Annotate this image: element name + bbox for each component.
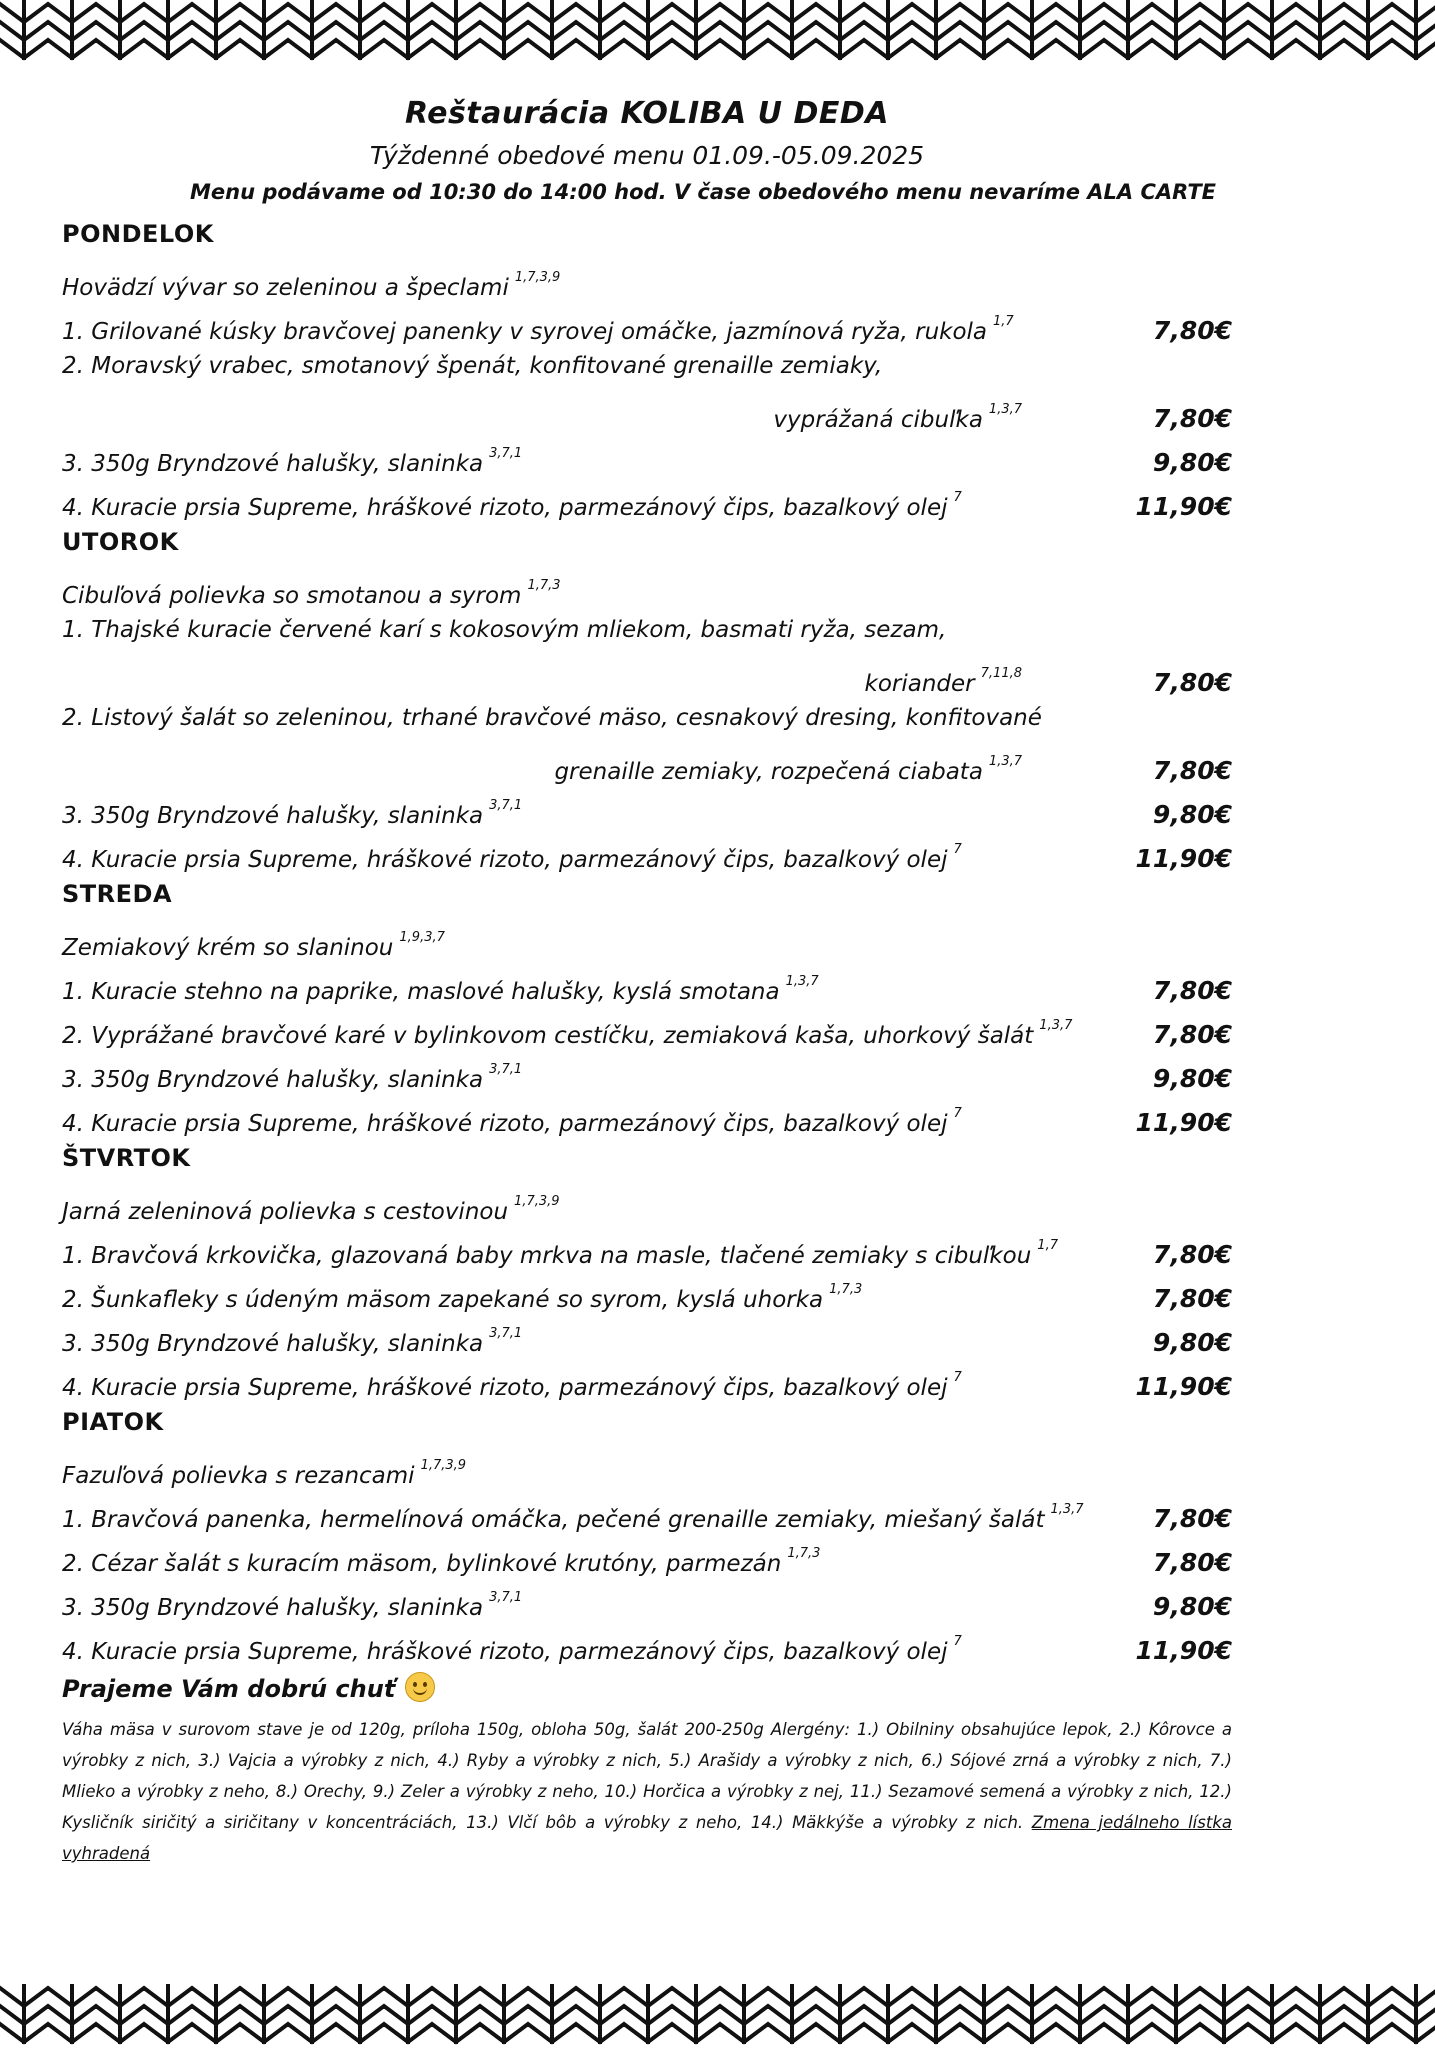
menu-item-text (62, 344, 1132, 388)
allergen-codes: 1,7,3,9 (420, 1458, 467, 1473)
menu-item (62, 784, 1232, 828)
restaurant-title: Reštaurácia KOLIBA U DEDA (404, 96, 889, 131)
day-heading: UTOROK (62, 528, 179, 556)
soup-name: Jarná zeleninová polievka s cestovinou (62, 1199, 509, 1225)
menu-item-price: 11,90€ (1135, 1108, 1232, 1137)
menu-item-continuation (62, 652, 1232, 696)
menu-item (62, 1620, 1232, 1664)
soup-line (62, 916, 1232, 960)
day-heading: ŠTVRTOK (62, 1144, 191, 1172)
allergen-codes: 3,7,1 (489, 1326, 523, 1341)
soup-line (62, 1444, 1232, 1488)
day-heading: PONDELOK (62, 220, 214, 248)
menu-item-price: 9,80€ (1152, 448, 1232, 477)
allergen-codes: 7 (953, 1634, 962, 1649)
menu-item-line: 1. Thajské kuracie červené karí s kokosovým mliekom, basmati ryža, sezam, (62, 617, 947, 643)
allergen-codes: 3,7,1 (489, 1062, 523, 1077)
soup-name: Fazuľová polievka s rezancami (62, 1463, 415, 1489)
allergen-codes: 1,7 (993, 314, 1014, 329)
menu-item-price: 11,90€ (1135, 1636, 1232, 1665)
menu-change-disclaimer: Zmena jedálneho lístka vyhradená (62, 1813, 1232, 1863)
menu-item-text (62, 1092, 1132, 1146)
allergen-codes: 1,9,3,7 (399, 930, 445, 945)
soup-line (62, 564, 1232, 608)
menu-item-text (62, 1356, 1132, 1410)
menu-item (62, 1224, 1232, 1268)
menu-item-price: 7,80€ (1152, 316, 1232, 345)
menu-item (62, 1092, 1232, 1136)
menu-item-price: 7,80€ (1152, 1284, 1232, 1313)
menu-item (62, 1488, 1232, 1532)
allergen-codes: 7 (953, 490, 962, 505)
menu-item (62, 1356, 1232, 1400)
allergen-codes: 1,7,3 (787, 1546, 821, 1561)
menu-item-price: 11,90€ (1135, 492, 1232, 521)
allergen-codes: 1,7 (1037, 1238, 1058, 1253)
allergen-text: Váha mäsa v surovom stave je od 120g, príloha 150g, obloha 50g, šalát 200-250g Alergény: 1.) Obilniny obsahujúce lepok, 2.) Kôrovce a výrobky z nich, 3.) Vajcia a výrobky z nich, 4.) Ryby a výrobky z nich, 5.) Arašidy a výrobky z nich, 6.) Sójové zrná a výrobky z nich, 7.) Mlieko a výrobky z neho, 8.) Orechy, 9.) Zeler a výrobky z neho, 10.) Horčica a výrobky z nej, 11.) Sezamové semená a výrobky z nich, 12.) Kysličník siričitý a siričitany v koncentráciách, 13.) Vlčí bôb a výrobky z neho, 14.) Mäkkýše a výrobky z nich. (62, 1720, 1232, 1832)
menu-item (62, 432, 1232, 476)
closing-wish-text: Prajeme Vám dobrú chuť (62, 1675, 396, 1703)
allergen-codes: 1,7,3,9 (514, 270, 561, 285)
menu-item-text (62, 828, 1132, 882)
menu-item-line: 3. 350g Bryndzové halušky, slaninka (62, 803, 484, 829)
menu-item (62, 960, 1232, 1004)
menu-item-price: 7,80€ (1152, 1240, 1232, 1269)
menu-item-line: koriander (864, 671, 975, 697)
menu-item-price: 7,80€ (1152, 1020, 1232, 1049)
menu-item-line: 1. Grilované kúsky bravčovej panenky v syrovej omáčke, jazmínová ryža, rukola (62, 319, 988, 345)
menu-item-line: 3. 350g Bryndzové halušky, slaninka (62, 1595, 484, 1621)
allergen-codes: 3,7,1 (489, 798, 523, 813)
serving-hours-note: Menu podávame od 10:30 do 14:00 hod. V čase obedového menu nevaríme ALA CARTE (190, 180, 1217, 204)
menu-item (62, 828, 1232, 872)
zigzag-border-top (0, 0, 1435, 64)
allergen-codes: 1,3,7 (988, 402, 1022, 417)
allergen-codes: 1,3,7 (1050, 1502, 1084, 1517)
menu-item (62, 1268, 1232, 1312)
day-heading: STREDA (62, 880, 173, 908)
menu-item-line: 2. Listový šalát so zeleninou, trhané bravčové mäso, cesnakový dresing, konfitované (62, 705, 1042, 731)
menu-item-price: 7,80€ (1152, 976, 1232, 1005)
menu-item (62, 1312, 1232, 1356)
menu-subtitle: Týždenné obedové menu 01.09.-05.09.2025 (369, 141, 925, 170)
soup-name: Zemiakový krém so slaninou (62, 935, 394, 961)
menu-item-line: 4. Kuracie prsia Supreme, hráškové rizoto, parmezánový čips, bazalkový olej (62, 1639, 948, 1665)
allergen-codes: 7,11,8 (980, 666, 1022, 681)
soup-name: Hovädzí vývar so zeleninou a špeclami (62, 275, 509, 301)
menu-item-price: 9,80€ (1152, 1328, 1232, 1357)
soup-line (62, 1180, 1232, 1224)
menu-item-line: 3. 350g Bryndzové halušky, slaninka (62, 1331, 484, 1357)
menu-item-price: 7,80€ (1152, 1548, 1232, 1577)
allergen-codes: 7 (953, 1370, 962, 1385)
allergen-codes: 7 (953, 1106, 962, 1121)
menu-item-line: vyprážaná cibuľka (773, 407, 983, 433)
menu-item-price: 7,80€ (1152, 756, 1232, 785)
menu-item (62, 1004, 1232, 1048)
day-heading: PIATOK (62, 1408, 164, 1436)
menu-item-price: 9,80€ (1152, 1064, 1232, 1093)
menu-item-text (62, 696, 1132, 740)
menu-item (62, 1048, 1232, 1092)
menu-item-line: 3. 350g Bryndzové halušky, slaninka (62, 451, 484, 477)
allergen-codes: 1,3,7 (988, 754, 1022, 769)
allergen-codes: 1,7,3 (829, 1282, 863, 1297)
menu-item (62, 476, 1232, 520)
menu-item (62, 1532, 1232, 1576)
menu-item-line: 1. Kuracie stehno na paprike, maslové halušky, kyslá smotana (62, 979, 780, 1005)
menu-item-price: 11,90€ (1135, 1372, 1232, 1401)
menu-item-line: 2. Šunkafleky s údeným mäsom zapekané so syrom, kyslá uhorka (62, 1287, 824, 1313)
days-list (62, 212, 1232, 1664)
menu-item-continuation (62, 740, 1232, 784)
smiley-icon (405, 1672, 435, 1702)
menu-item-line: 1. Bravčová krkovička, glazovaná baby mrkva na masle, tlačené zemiaky s cibuľkou (62, 1243, 1032, 1269)
menu-item-price: 9,80€ (1152, 1592, 1232, 1621)
allergen-codes: 7 (953, 842, 962, 857)
menu-item-line: 4. Kuracie prsia Supreme, hráškové rizoto, parmezánový čips, bazalkový olej (62, 495, 948, 521)
menu-item-line: 2. Cézar šalát s kuracím mäsom, bylinkové krutóny, parmezán (62, 1551, 782, 1577)
menu-item-line: 3. 350g Bryndzové halušky, slaninka (62, 1067, 484, 1093)
allergen-footer (62, 1714, 1232, 1869)
zigzag-border-bottom (0, 1984, 1435, 2048)
menu-item (62, 696, 1232, 740)
menu-item (62, 344, 1232, 388)
allergen-codes: 1,7,3,9 (514, 1194, 560, 1209)
menu-item-line: 2. Vyprážané bravčové karé v bylinkovom cestíčku, zemiaková kaša, uhorkový šalát (62, 1023, 1034, 1049)
menu-item (62, 608, 1232, 652)
menu-item-continuation (62, 388, 1232, 432)
menu-item-price: 7,80€ (1152, 668, 1232, 697)
menu-sheet (62, 96, 1232, 1869)
menu-item (62, 300, 1232, 344)
menu-item (62, 1576, 1232, 1620)
menu-item-price: 7,80€ (1152, 404, 1232, 433)
allergen-codes: 1,7,3 (527, 578, 561, 593)
allergen-codes: 3,7,1 (489, 446, 523, 461)
menu-item-line: 2. Moravský vrabec, smotanový špenát, konfitované grenaille zemiaky, (62, 353, 883, 379)
allergen-codes: 3,7,1 (489, 1590, 523, 1605)
menu-item-line: 4. Kuracie prsia Supreme, hráškové rizoto, parmezánový čips, bazalkový olej (62, 847, 948, 873)
soup-name: Cibuľová polievka so smotanou a syrom (62, 583, 522, 609)
menu-item-line: 1. Bravčová panenka, hermelínová omáčka, pečené grenaille zemiaky, miešaný šalát (62, 1507, 1045, 1533)
menu-item-text (62, 608, 1132, 652)
menu-item-line: grenaille zemiaky, rozpečená ciabata (554, 759, 983, 785)
allergen-codes: 1,3,7 (785, 974, 819, 989)
menu-item-line: 4. Kuracie prsia Supreme, hráškové rizoto, parmezánový čips, bazalkový olej (62, 1111, 948, 1137)
menu-item-line: 4. Kuracie prsia Supreme, hráškové rizoto, parmezánový čips, bazalkový olej (62, 1375, 948, 1401)
menu-item-price: 11,90€ (1135, 844, 1232, 873)
allergen-codes: 1,3,7 (1039, 1018, 1073, 1033)
menu-item-price: 9,80€ (1152, 800, 1232, 829)
menu-item-text (62, 476, 1132, 530)
soup-line (62, 256, 1232, 300)
menu-item-price: 7,80€ (1152, 1504, 1232, 1533)
